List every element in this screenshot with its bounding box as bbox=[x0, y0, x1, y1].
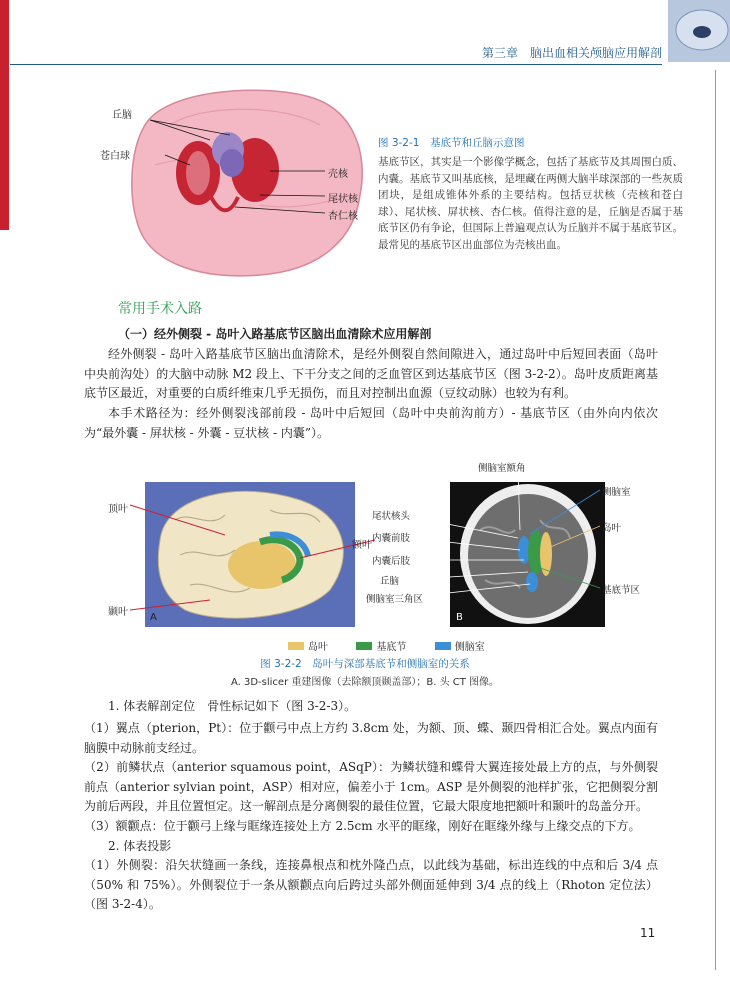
paragraph-4: （1）翼点（pterion，Pt）：位于颧弓中点上方约 3.8cm 处，为额、顶、蝶、颞四骨相汇合处。翼点内面有脑膜中动脉前支经过。 bbox=[84, 721, 658, 755]
corner-thumbnail bbox=[668, 0, 730, 62]
paragraph-8: （1）外侧裂：沿矢状缝画一条线，连接鼻根点和枕外隆凸点，以此线为基础，标出连线的中点和后 3/4 点（50% 和 75%）。外侧裂位于一条从额颧点向后跨过头部外侧面延伸到 3/4 点的线上（Rhoton 定位法）（图 3-2-4）。 bbox=[84, 858, 658, 911]
figure1-caption-body: 基底节区，其实是一个影像学概念，包括了基底节及其周围白质、内囊。基底节又叫基底核，是埋藏在两侧大脑半球深部的一些灰质团块，是组成锥体外系的主要结构。包括豆状核（壳核和苍白球）、尾状核、屏状核、杏仁核。值得注意的是，丘脑是否属于基底节区仍有争论，但国际上普遍观点认为丘脑并不属于基底节区。最常见的基底节区出血部位为壳核出血。 bbox=[378, 156, 683, 251]
label-internal-capsule-ant: 内囊前肢 bbox=[372, 533, 411, 544]
label-thalamus-ct: 丘脑 bbox=[380, 576, 400, 587]
figure2-legend bbox=[288, 638, 485, 653]
label-internal-capsule-post: 内囊后肢 bbox=[372, 556, 411, 567]
label-insula: 岛叶 bbox=[602, 523, 622, 534]
page-edge-rule bbox=[715, 70, 716, 970]
page-number: 11 bbox=[640, 926, 656, 940]
figure-basal-ganglia bbox=[100, 85, 380, 280]
paragraph-1: 经外侧裂 - 岛叶入路基底节区脑出血清除术，是经外侧裂自然间隙进入，通过岛叶中后短回表面（岛叶中央前沟处）的大脑中动脉 M2 段上、下干分支之间的乏血管区到达基底节区（图 3-2-2）。岛叶皮质距离基底节区最近，对重要的白质纤维束几乎无损伤，而且对控制出血源（豆纹动脉）也较为有利。 bbox=[84, 347, 658, 400]
chapter-color-bar bbox=[0, 0, 9, 230]
panel-b-marker: B bbox=[456, 612, 463, 623]
legend-label-basal-ganglia: 基底节 bbox=[376, 642, 407, 653]
figure2-caption-title: 图 3-2-2 岛叶与深部基底节和侧脑室的关系 bbox=[260, 658, 470, 670]
label-trigone: 侧脑室三角区 bbox=[366, 594, 424, 605]
figure2-caption-sub: A. 3D-slicer 重建图像（去除额顶颞盖部）；B. 头 CT 图像。 bbox=[230, 677, 500, 688]
paragraph-2: 本手术路径为：经外侧裂浅部前段 - 岛叶中后短回（岛叶中央前沟前方）- 基底节区（由外向内依次为“最外囊 - 屏状核 - 外囊 - 豆状核 - 内囊”）。 bbox=[84, 406, 658, 440]
basal-ganglia-illustration bbox=[110, 85, 380, 280]
running-head: 第三章 脑出血相关颅脑应用解剖 bbox=[481, 46, 662, 60]
header-rule bbox=[10, 64, 662, 65]
figure1-caption bbox=[378, 135, 683, 253]
label-amygdala: 杏仁核 bbox=[328, 211, 358, 222]
figure1-caption-title: 图 3-2-1 基底节和丘脑示意图 bbox=[378, 137, 525, 149]
legend-swatch-insula bbox=[288, 642, 304, 650]
label-thalamus: 丘脑 bbox=[112, 110, 132, 121]
paragraph-5: （2）前鳞状点（anterior squamous point，ASqP）：为鳞状缝和蝶骨大翼连接处最上方的点，与外侧裂前点（anterior sylvian point，ASP）相对应，偏差小于 1cm。ASP 是外侧裂的池样扩张，它把侧裂分割为前后两段，并且位置恒定。这一解剖点是分离侧裂的最佳位置，它最大限度地把额叶和颞叶的岛盖分开。 bbox=[84, 760, 658, 813]
label-globus-pallidus: 苍白球 bbox=[100, 151, 130, 162]
insula-panels bbox=[100, 460, 670, 635]
label-lateral-ventricle: 侧脑室 bbox=[602, 487, 631, 498]
label-frontal-horn: 侧脑室额角 bbox=[478, 463, 526, 474]
paragraph-3: 1. 体表解剖定位 骨性标记如下（图 3-2-3）。 bbox=[108, 699, 357, 713]
section-title: 常用手术入路 bbox=[118, 301, 202, 317]
paragraph-6: （3）额颧点：位于颧弓上缘与眶缘连接处上方 2.5cm 水平的眶缘，刚好在眶缘外缘与上缘交点的下方。 bbox=[84, 819, 641, 833]
label-temporal: 颞叶 bbox=[108, 607, 128, 618]
legend-label-insula: 岛叶 bbox=[308, 642, 328, 653]
label-caudate-tail: 尾状核 bbox=[328, 194, 358, 205]
label-basal-ganglia-region: 基底节区 bbox=[602, 585, 641, 596]
label-caudate-head: 尾状核头 bbox=[372, 511, 411, 522]
label-parietal: 顶叶 bbox=[108, 504, 128, 515]
paragraph-7: 2. 体表投影 bbox=[108, 839, 172, 853]
figure-insula-relations bbox=[100, 460, 670, 655]
legend-swatch-ventricle bbox=[435, 642, 451, 650]
subsection-title: （一）经外侧裂 - 岛叶入路基底节区脑出血清除术应用解剖 bbox=[118, 327, 432, 341]
label-putamen: 壳核 bbox=[328, 169, 348, 180]
legend-swatch-basal-ganglia bbox=[356, 642, 372, 650]
panel-a-marker: A bbox=[150, 612, 157, 623]
label-frontal: 额叶 bbox=[352, 540, 372, 551]
legend-label-ventricle: 侧脑室 bbox=[454, 642, 485, 653]
